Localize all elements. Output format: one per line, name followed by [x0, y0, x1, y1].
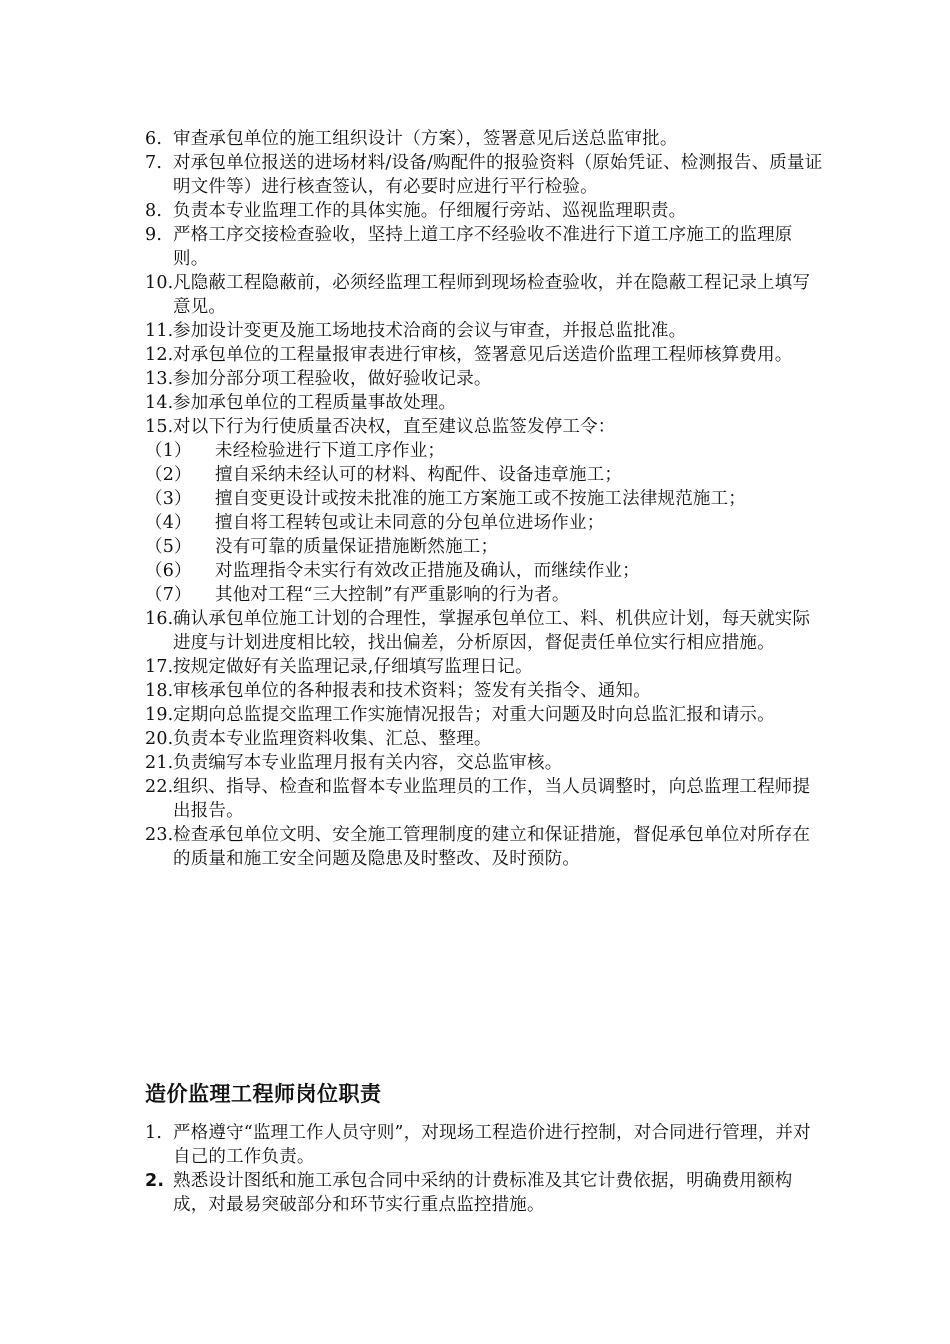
list-item	[145, 199, 825, 223]
section-title: 造价监理工程师岗位职责	[145, 1082, 382, 1106]
veto-number: （7）	[145, 585, 192, 605]
list-item	[145, 655, 825, 679]
item-number: 11.	[145, 321, 174, 341]
item-text: 严格工序交接检查验收，坚持上道工序不经验收不准进行下道工序施工的监理原则。	[173, 225, 793, 269]
list-item	[145, 319, 825, 343]
veto-item	[145, 535, 825, 559]
item-text: 定期向总监提交监理工作实施情况报告；对重大问题及时向总监汇报和请示。	[173, 705, 775, 725]
list-item	[145, 703, 825, 727]
list-item	[145, 1169, 825, 1217]
veto-text: 其他对工程“三大控制”有严重影响的行为者。	[215, 585, 570, 605]
list-item	[145, 151, 825, 199]
item-text: 负责编写本专业监理月报有关内容，交总监审核。	[173, 753, 563, 773]
item-text: 负责本专业监理资料收集、汇总、整理。	[173, 729, 492, 749]
list-item	[145, 679, 825, 703]
veto-item	[145, 559, 825, 583]
item-text: 负责本专业监理工作的具体实施。仔细履行旁站、巡视监理职责。	[173, 201, 687, 221]
item-number: 6.	[145, 129, 163, 149]
veto-item	[145, 487, 825, 511]
duties-list	[145, 127, 825, 871]
list-item	[145, 775, 825, 823]
item-number: 10.	[145, 273, 174, 293]
list-item	[145, 607, 825, 655]
item-text: 严格遵守“监理工作人员守则”，对现场工程造价进行控制，对合同进行管理，并对自己的工作负责。	[173, 1123, 811, 1167]
item-text: 对承包单位的工程量报审表进行审核，签署意见后送造价监理工程师核算费用。	[173, 345, 793, 365]
list-item	[145, 223, 825, 271]
item-number: 18.	[145, 681, 174, 701]
list-item	[145, 823, 825, 871]
item-number: 14.	[145, 393, 174, 413]
item-number: 22.	[145, 777, 174, 797]
item-number: 15.	[145, 417, 174, 437]
veto-number: （6）	[145, 561, 192, 581]
veto-item	[145, 463, 825, 487]
item-number: 20.	[145, 729, 174, 749]
item-text: 审查承包单位的施工组织设计（方案），签署意见后送总监审批。	[173, 129, 678, 149]
list-item	[145, 343, 825, 367]
item-text: 对承包单位报送的进场材料/设备/购配件的报验资料（原始凭证、检测报告、质量证明文件等）进行核查签认，有必要时应进行平行检验。	[173, 153, 823, 197]
item-text: 确认承包单位施工计划的合理性，掌握承包单位工、料、机供应计划，每天就实际进度与计划进度相比较，找出偏差，分析原因，督促责任单位实行相应措施。	[173, 609, 811, 653]
item-text: 参加承包单位的工程质量事故处理。	[173, 393, 457, 413]
veto-number: （3）	[145, 489, 192, 509]
item-text: 审核承包单位的各种报表和技术资料；签发有关指令、通知。	[173, 681, 651, 701]
veto-number: （2）	[145, 465, 192, 485]
item-number: 1.	[145, 1123, 163, 1143]
item-number: 21.	[145, 753, 174, 773]
list-item	[145, 127, 825, 151]
item-text: 参加分部分项工程验收，做好验收记录。	[173, 369, 492, 389]
item-text: 组织、指导、检查和监督本专业监理员的工作，当人员调整时，向总监理工程师提出报告。	[173, 777, 811, 821]
item-number: 12.	[145, 345, 174, 365]
veto-item	[145, 583, 825, 607]
item-text: 参加设计变更及施工场地技术洽商的会议与审查，并报总监批准。	[173, 321, 687, 341]
list-item	[145, 727, 825, 751]
item-number: 13.	[145, 369, 174, 389]
list-item	[145, 391, 825, 415]
item-number: 19.	[145, 705, 174, 725]
veto-text: 对监理指令未实行有效改正措施及确认，而继续作业；	[215, 561, 640, 581]
item-number: 9.	[145, 225, 163, 245]
veto-text: 没有可靠的质量保证措施断然施工；	[215, 537, 499, 557]
item-number: 17.	[145, 657, 174, 677]
item-text: 按规定做好有关监理记录,仔细填写监理日记。	[173, 657, 533, 677]
item-text: 凡隐蔽工程隐蔽前，必须经监理工程师到现场检查验收，并在隐蔽工程记录上填写意见。	[173, 273, 811, 317]
item-number: 7.	[145, 153, 163, 173]
list-item	[145, 1121, 825, 1169]
cost-duties-list	[145, 1121, 825, 1217]
item-number: 2.	[145, 1171, 165, 1191]
veto-item	[145, 439, 825, 463]
item-text: 对以下行为行使质量否决权，直至建议总监签发停工令：	[173, 417, 616, 437]
veto-text: 擅自变更设计或按未批准的施工方案施工或不按施工法律规范施工；	[215, 489, 746, 509]
veto-text: 未经检验进行下道工序作业；	[215, 441, 446, 461]
item-text: 检查承包单位文明、安全施工管理制度的建立和保证措施，督促承包单位对所存在的质量和施工安全问题及隐患及时整改、及时预防。	[173, 825, 811, 869]
veto-number: （1）	[145, 441, 192, 461]
list-item	[145, 415, 825, 439]
list-item	[145, 367, 825, 391]
list-item	[145, 271, 825, 319]
item-number: 16.	[145, 609, 174, 629]
veto-text: 擅自将工程转包或让未同意的分包单位进场作业；	[215, 513, 605, 533]
veto-number: （4）	[145, 513, 192, 533]
veto-number: （5）	[145, 537, 192, 557]
item-number: 8.	[145, 201, 163, 221]
list-item	[145, 751, 825, 775]
veto-item	[145, 511, 825, 535]
item-number: 23.	[145, 825, 174, 845]
veto-text: 擅自采纳未经认可的材料、构配件、设备违章施工；	[215, 465, 623, 485]
item-text: 熟悉设计图纸和施工承包合同中采纳的计费标准及其它计费依据，明确费用额构成，对最易突破部分和环节实行重点监控措施。	[173, 1171, 793, 1215]
